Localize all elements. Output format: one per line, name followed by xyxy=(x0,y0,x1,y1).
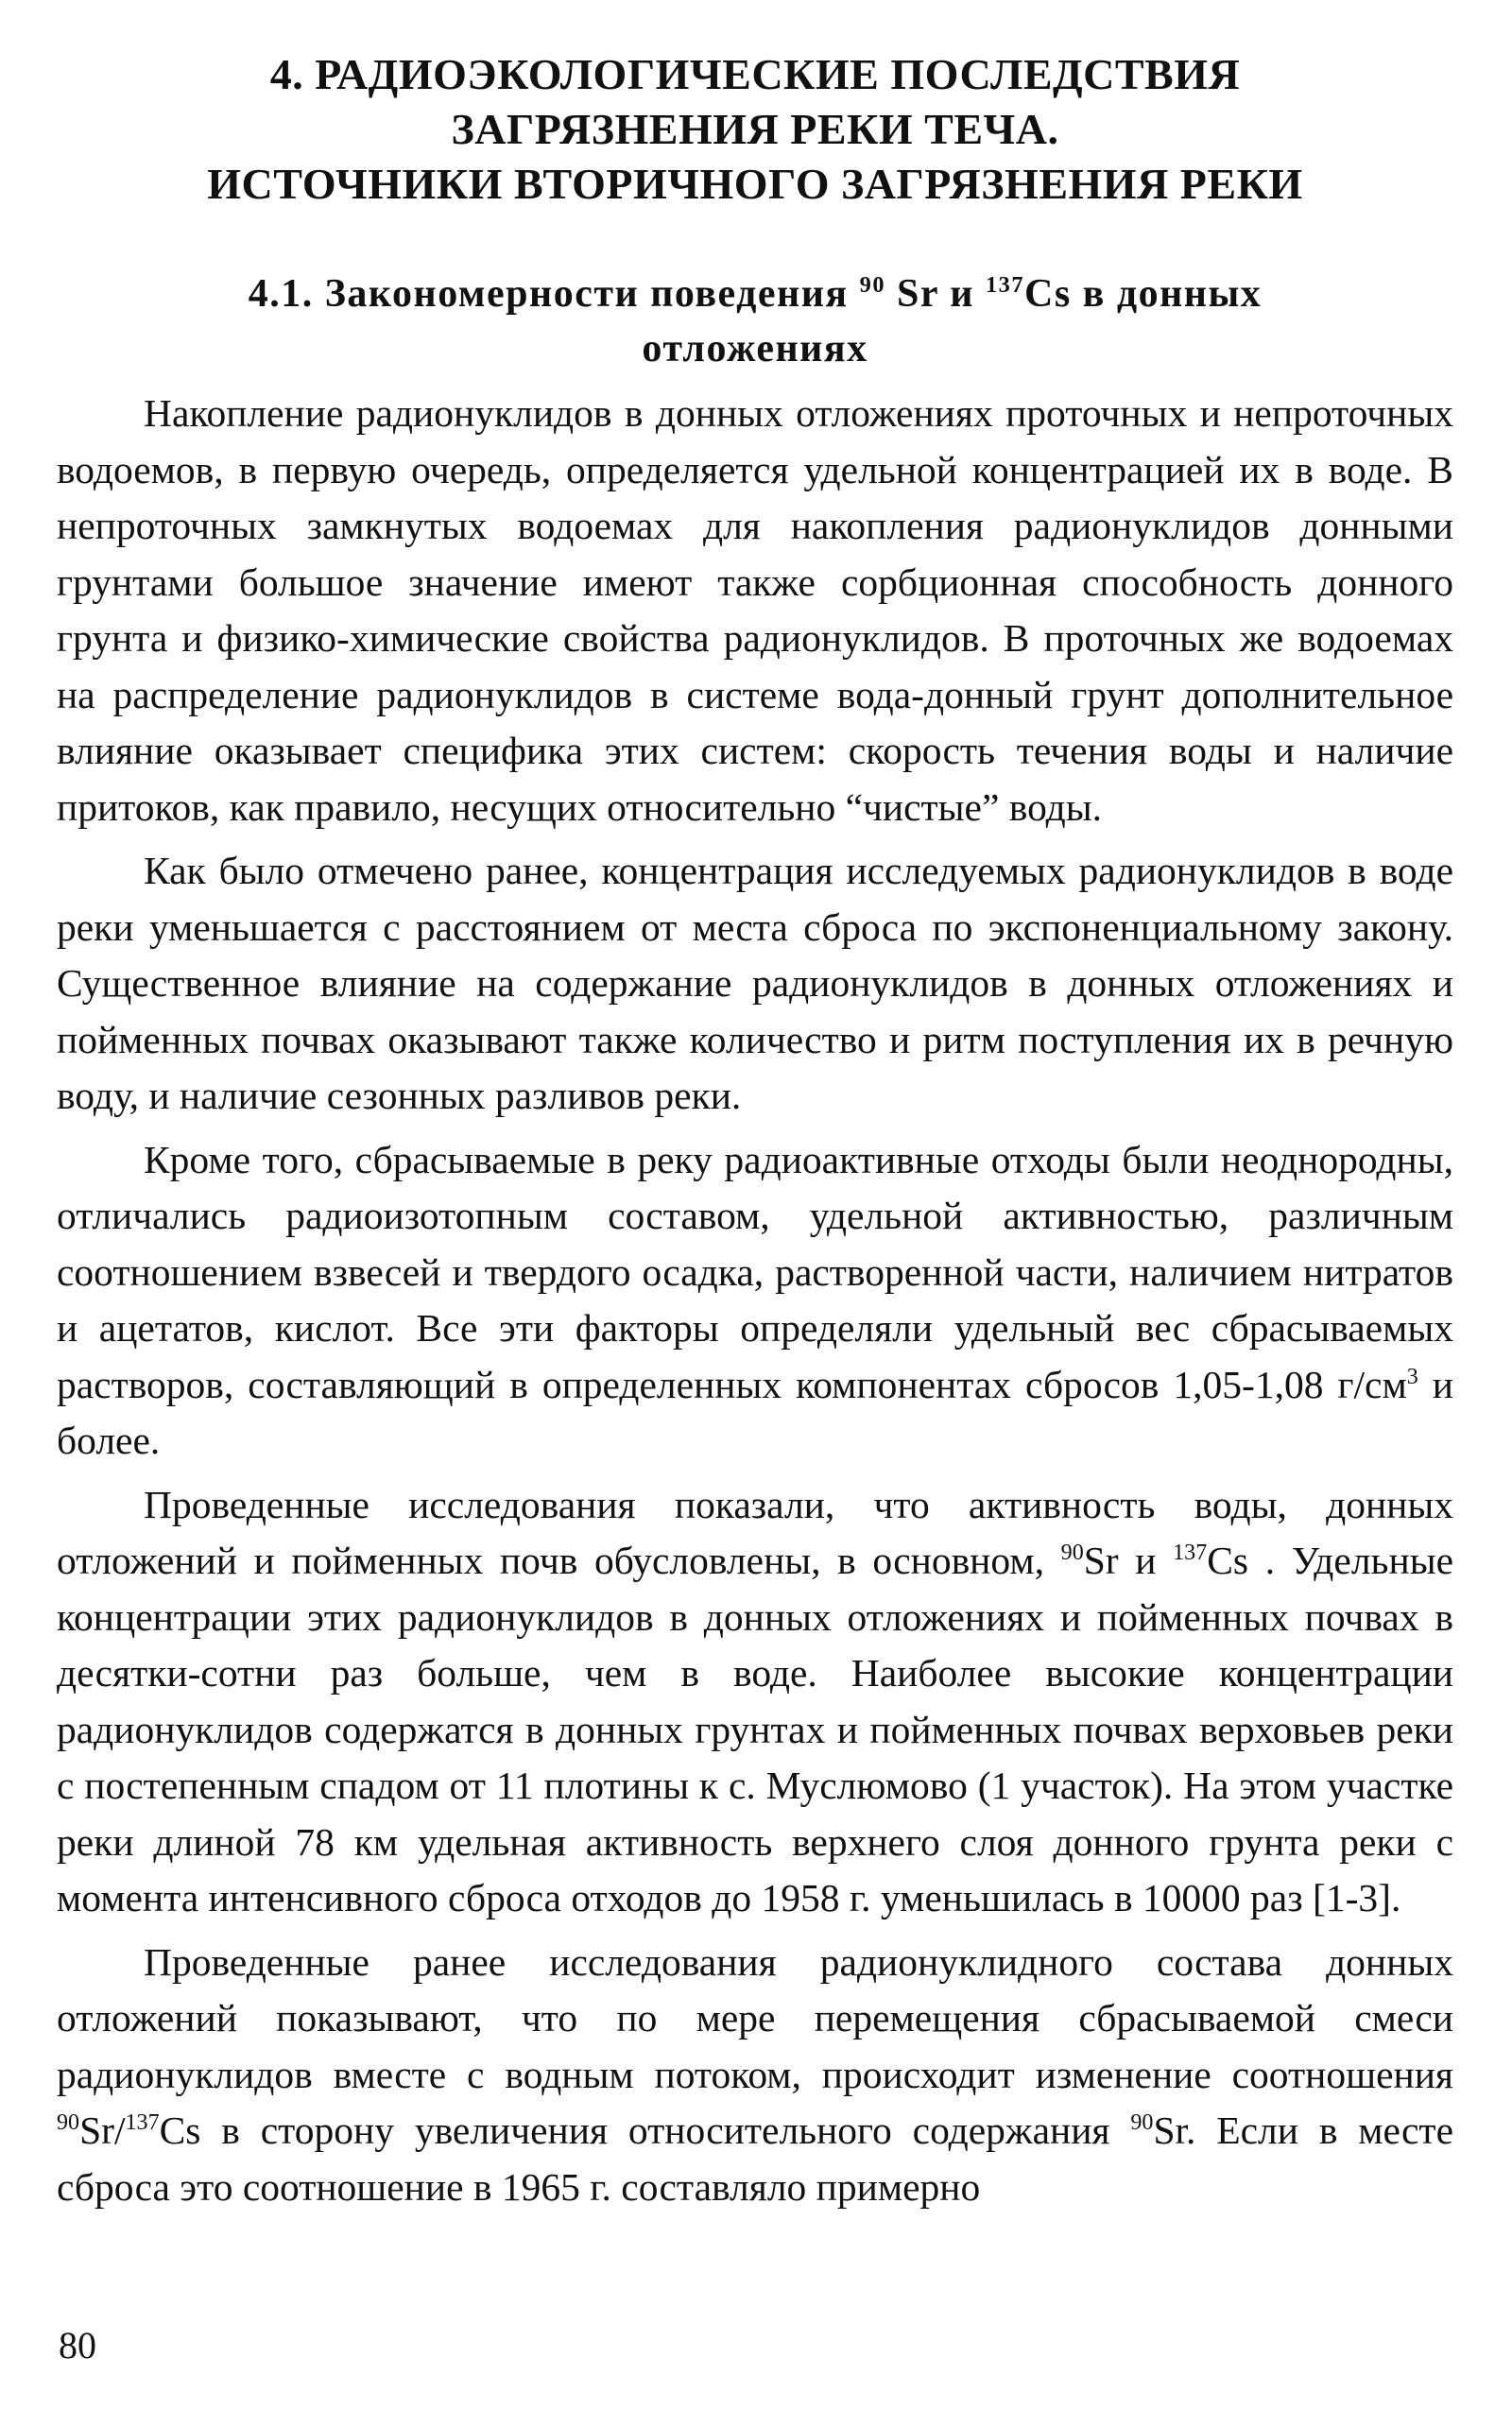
page-number: 80 xyxy=(59,2324,96,2367)
section-title-suffix: Cs в донных xyxy=(1024,272,1263,316)
section-title-prefix: 4.1. Закономерности поведения xyxy=(248,272,860,316)
paragraph-5-part-a: Проведенные ранее исследования радионуклидного состава донных отложений показывают, что по мере перемещения сбрасываемой смеси радионуклидов вместе с водным потоком, происходит изменение соотношения xyxy=(57,1939,1453,2096)
paragraph-5-sup-90: 90 xyxy=(57,2110,80,2136)
chapter-title-line-2: ЗАГРЯЗНЕНИЯ РЕКИ ТЕЧА. xyxy=(451,105,1059,153)
document-page xyxy=(57,47,1453,2215)
chapter-title-line-3: ИСТОЧНИКИ ВТОРИЧНОГО ЗАГРЯЗНЕНИЯ РЕКИ xyxy=(207,160,1303,208)
section-sup-90: 90 xyxy=(859,271,885,298)
section-title-line-1 xyxy=(57,267,1453,321)
paragraph-4-part-c: Cs . Удельные концентрации этих радионуклидов в донных отложениях и пойменных почвах в десятки-сотни раз больше, чем в воде. Наиболее высокие концентрации радионуклидов содержатся в донных грунтах и пойменных почвах верховьев реки с постепенным спадом от 11 плотины к с. Муслюмово (1 участок). На этом участке реки длиной 78 км удельная активность верхнего слоя донного грунта реки с момента интенсивного сброса отходов до 1958 г. уменьшилась в 10000 раз [1-3]. xyxy=(57,1539,1453,1919)
paragraph-3-text: Кроме того, сбрасываемые в реку радиоактивные отходы были неоднородны, отличались радиоизотопным составом, удельной активностью, различным соотношением взвесей и твердого осадка, растворенной части, наличием нитратов и ацетатов, кислот. Все эти факторы определяли удельный вес сбрасываемых растворов, составляющий в определенных компонентах сбросов 1,05-1,08 г/см xyxy=(57,1137,1453,1406)
paragraph-5 xyxy=(57,1935,1453,2216)
paragraph-3-sup: 3 xyxy=(1406,1364,1418,1389)
paragraph-4-part-a: Проведенные исследования показали, что активность воды, донных отложений и пойменных почв обусловлены, в основном, xyxy=(57,1482,1453,1582)
paragraph-3 xyxy=(57,1132,1453,1470)
paragraph-4-part-b: Sr и xyxy=(1083,1539,1174,1582)
section-sup-137: 137 xyxy=(985,271,1024,298)
paragraph-4 xyxy=(57,1477,1453,1927)
paragraph-5-sup-90-b: 90 xyxy=(1130,2110,1154,2136)
section-title xyxy=(57,267,1453,376)
paragraph-4-sup-90: 90 xyxy=(1060,1541,1084,1566)
paragraph-3-end: и более. xyxy=(57,1362,1453,1462)
paragraph-5-sup-137: 137 xyxy=(125,2110,160,2136)
paragraph-5-part-c: Cs в сторону увеличения относительного содержания xyxy=(159,2109,1131,2152)
chapter-title xyxy=(57,47,1453,212)
paragraph-1: Накопление радионуклидов в донных отложениях проточных и непроточных водоемов, в первую очередь, определяется удельной концентрацией их в воде. В непроточных замкнутых водоемах для накопления радионуклидов донными грунтами большое значение имеют также сорбционная способность донного грунта и физико-химические свойства радионуклидов. В проточных же водоемах на распределение радионуклидов в системе вода-донный грунт дополнительное влияние оказывает специфика этих систем: скорость течения воды и наличие притоков, как правило, несущих относительно “чистые” воды. xyxy=(57,391,1453,829)
paragraph-2: Как было отмечено ранее, концентрация исследуемых радионуклидов в воде реки уменьшается с расстоянием от места сброса по экспоненциальному закону. Существенное влияние на содержание радионуклидов в донных отложениях и пойменных почвах оказывают также количество и ритм поступления их в речную воду, и наличие сезонных разливов реки. xyxy=(57,849,1453,1117)
section-title-mid: Sr и xyxy=(885,272,986,316)
paragraph-5-part-d: Sr. Если в месте сброса это соотношение в 1965 г. составляло примерно xyxy=(57,2109,1453,2209)
paragraph-4-sup-137: 137 xyxy=(1173,1541,1208,1566)
paragraph-5-part-b: Sr/ xyxy=(79,2109,126,2152)
section-title-line-2: отложениях xyxy=(642,327,868,370)
chapter-title-line-1: 4. РАДИОЭКОЛОГИЧЕСКИЕ ПОСЛЕДСТВИЯ xyxy=(269,50,1241,98)
